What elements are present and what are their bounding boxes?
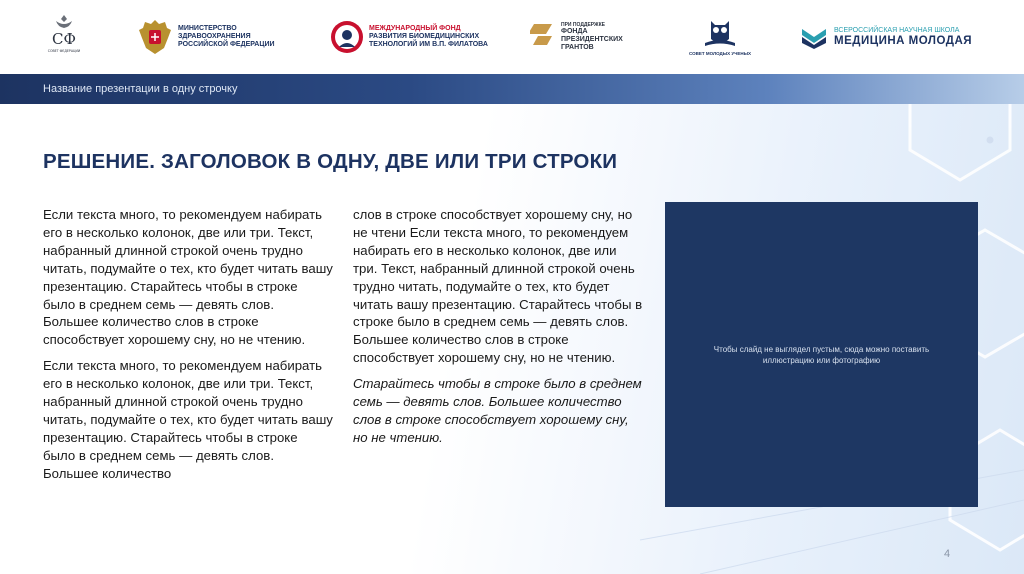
grants-fund-mark-icon (530, 22, 556, 52)
grants-line-2: ФОНДА (561, 28, 588, 35)
federation-council-logo (42, 0, 87, 74)
medicine-school-mark-icon (800, 23, 828, 51)
medicine-young-school-logo (800, 0, 990, 74)
page-number: 4 (944, 548, 951, 560)
ministry-of-health-logo (138, 0, 288, 74)
federation-council-emblem-icon (42, 12, 87, 62)
filatov-line-1: МЕЖДУНАРОДНЫЙ ФОНД (369, 25, 461, 32)
grants-line-1: ПРИ ПОДДЕРЖКЕ (561, 22, 605, 28)
image-placeholder (665, 202, 978, 507)
presentation-title: Название презентации в одну строчку (43, 83, 238, 95)
grants-line-3: ПРЕЗИДЕНТСКИХ (561, 36, 623, 43)
slide-headline: РЕШЕНИЕ. ЗАГОЛОВОК В ОДНУ, ДВЕ ИЛИ ТРИ СТРОКИ (43, 150, 618, 173)
school-line-1: ВСЕРОССИЙСКАЯ НАУЧНАЯ ШКОЛА (834, 27, 960, 34)
presentation-title-band (0, 74, 1024, 104)
council-caption: СОВЕТ МОЛОДЫХ УЧЕНЫХ (688, 51, 752, 56)
svg-text:СФ: СФ (52, 30, 76, 48)
presidential-grants-logo (530, 0, 640, 74)
young-scientists-council-logo (685, 0, 755, 74)
filatov-portrait-emblem-icon (330, 20, 364, 54)
filatov-line-2: РАЗВИТИЯ БИОМЕДИЦИНСКИХ (369, 33, 480, 40)
filatov-foundation-logo (330, 0, 510, 74)
svg-text:СОВЕТ ФЕДЕРАЦИИ: СОВЕТ ФЕДЕРАЦИИ (47, 49, 81, 53)
text-column-2 (353, 206, 643, 455)
text-column-1 (43, 206, 333, 491)
school-line-2: МЕДИЦИНА МОЛОДАЯ (834, 35, 973, 47)
owl-emblem-icon (703, 17, 737, 49)
image-placeholder-caption: Чтобы слайд не выглядел пустым, сюда можно поставить иллюстрацию или фотографию (713, 344, 930, 365)
ministry-line-3: РОССИЙСКОЙ ФЕДЕРАЦИИ (178, 41, 275, 48)
column-2-paragraph-1: слов в строке способствует хорошему сну, но не чтени Если текста много, то рекомендуем набирать его в несколько колонок, две или три. Текст, набранный длинной строкой очень трудно читать, подумайте о тех, кто будет читать вашу презентацию. Старайтесь чтобы в строке было в среднем семь — девять слов. Большее количество слов в строке способствует хорошему сну, но не чтению. (353, 207, 643, 366)
partner-logos-bar (0, 0, 1024, 74)
ministry-line-1: МИНИСТЕРСТВО (178, 25, 237, 32)
ministry-line-2: ЗДРАВООХРАНЕНИЯ (178, 33, 251, 40)
column-2-italic-paragraph: Старайтесь чтобы в строке было в среднем семь — девять слов. Большее количество слов в строке способствует хорошему сну, но не чтению. (353, 376, 642, 445)
column-1-paragraph-1: Если текста много, то рекомендуем набирать его в несколько колонок, две или три. Текст, набранный длинной строкой очень трудно читать, подумайте о тех, кто будет читать вашу презентацию. Старайтесь чтобы в строке было в среднем семь — девять слов. Большее количество слов в строке способствует хорошему сну, но не чтению. (43, 207, 333, 348)
russian-eagle-emblem-icon (138, 18, 172, 56)
column-1-paragraph-2: Если текста много, то рекомендуем набирать его в несколько колонок, две или три. Текст, набранный длинной строкой очень трудно читать, подумайте о тех, кто будет читать вашу презентацию. Старайтесь чтобы в строке было в среднем семь — девять слов. Большее количество (43, 358, 333, 481)
grants-line-4: ГРАНТОВ (561, 44, 594, 51)
filatov-line-3: ТЕХНОЛОГИЙ ИМ В.П. ФИЛАТОВА (369, 41, 488, 48)
